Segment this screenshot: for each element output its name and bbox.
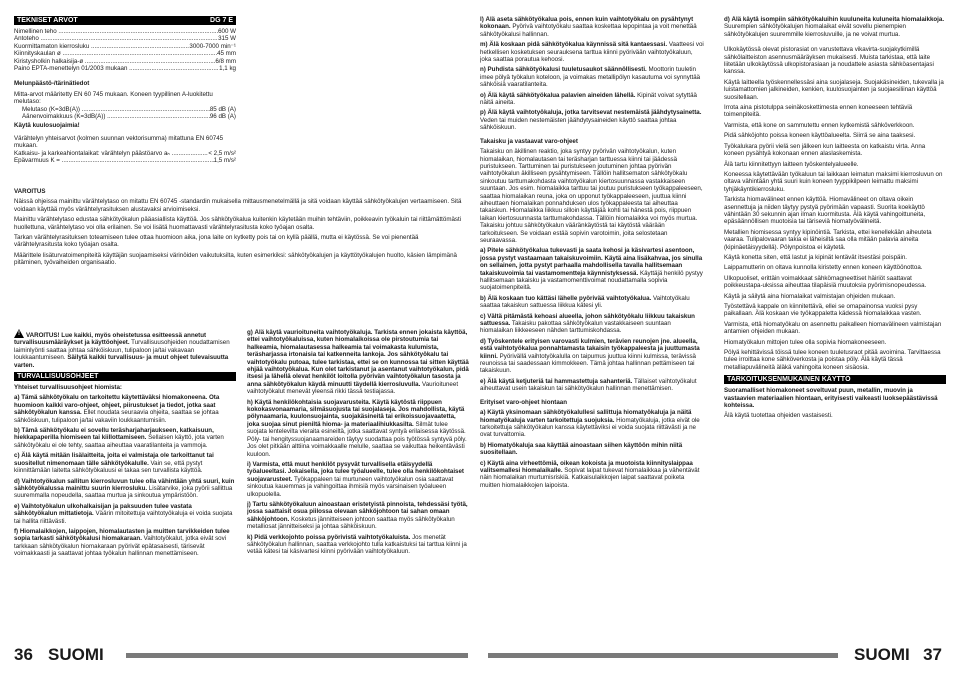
safety-paragraph: Pölyä kehittävissä töissä tulee koneen tuuletusraot pitää avoimina. Tarvittaessa tulee irroittaa kone sähköverkosta ja poistaa pöly. Älä käytä tässä metalliapuvälineitä äläkä vahingoita koneen sisäosia. [724, 349, 941, 371]
kickback-item-d: d) Työskentele erityisen varovasti kulmien, terävien reunojen jne. alueella, estä vaihtotyökalua ponnahtamasta takaisin työkappaleesta ja juuttumasta kiinni. Pyörivällä vaihtotyökalulla on taipumus juuttua kiinni kulmissa, terävissä reunoissa tai saadessaan kimmokkeen. Tämä johtaa hallinnan pettämiseen tai takaiskuun. [480, 337, 700, 375]
safety-paragraph: Pidä sähköjohto poissa koneen käyttöalueelta. Siirrä se aina taaksesi. [724, 132, 916, 140]
noise-row-label: Melutaso (K=3dB(A)) ..... [22, 106, 210, 113]
safety-paragraph: Koneessa käytettävään työkaluun tai laikkaan leimatun maksimi kierrosluvun on oltava vähintään yhtä suuri kuin koneen tyyppikilpeen leimattu maksimi tyhjäkäyntikierrosluku. [724, 170, 943, 193]
noise-table [14, 106, 236, 121]
spec-row-value: 6/8 mm [215, 57, 236, 65]
spec-row-label: Kuormittamaton kierrosluku ..... [14, 43, 189, 50]
safety-paragraph: Työstettävä kappale on kiinnitettävä, ellei se omapainonsa vuoksi pysy paikallaan. Älä koskaan vie työkappaletta kädessä hiomalaikkaa vasten. [724, 303, 922, 318]
spec-row-label: Kiristysholkin halkaisija-ø ..... [14, 58, 215, 65]
column-2 [247, 329, 469, 635]
vibration-intro: Värähtelyn yhteisarvot (kolmen suunnan vektorisumma) mitattuna EN 60745 mukaan. [14, 134, 224, 150]
kickback-intro: Takaisku on äkillinen reaktio, joka syntyy pyörivän vaihtotyökalun, kuten hiomalaikan, hiomalautasen tai teräsharjan tarttuessa kiinni tai jäädessä puristukseen. Tarttuminen tai puristukseen joutuminen johtaa pyörivän vaihtotyökalun äkilliseen pysähtymiseen. Tällöin hallitsematon sähkötyökalu sinkoutuu tarttumakohdasta vaihtotyökalun kiertosuunnassa vastakkaiseen suuntaan. Jos esim. hiomalaikka tarttuu tai joutuu puristukseen työkappaleeseen, saattaa hiomalaikan reuna, joka on upponut työkappaleeseen, juuttua kiinni aiheuttaen hiomalaikan ponnahduksen ulos työkappaleesta tai aiheuttaa takaiskun. Hiomalaikka liikkuu silloin käyttäjää kohti tai hänestä pois, riippuen laikan kiertosuunnasta tarttumakohdassa. Tällöin hiomalaikka voi myös murtua. Takaisku johtuu sähkötyökalun vääränkäytöstä tai käytöstä väärään tarkoitukseen. Se voidaan estää sopivin varotoimin, joita selostetaan seuraavassa. [480, 148, 703, 244]
safety-paragraph: Ulkokäytössä olevat pistorasiat on varustettava vikavirta-suojakytkimillä sähkölaitteiston asennusmääräyksen mukaisesti. Muista tarkistaa, että laite liitetään ulkokäytössä ulkopistorasiaan ja noudattele asiasta sähköasentajasi kanssa. [724, 46, 934, 76]
column-1-safety [14, 329, 236, 635]
safety-item-i: i) Varmista, että muut henkilöt pysyvät turvallisella etäisyydellä työalueeltasi. Jokaisella, joka tulee työalueelle, tulee olla henkilökohtaiset suojavarusteet. Työkappaleen tai murtuneen vaihtotyökalun osia saattavat sinkoutua kauemmas ja vahingoittaa ihmisiä myös varsinaisen työalueen ulkopuolella. [247, 460, 464, 498]
spec-row [14, 65, 236, 72]
safety-paragraph: Älä tartu kiinnitettyyn laitteen työskentelyalueelle. [724, 160, 859, 168]
safety-item-j: j) Tartu sähkötyökaluun ainoastaan eristetyistä pinnoista, tehdessäsi työtä, jossa saattaisit osua piilossa olevaan sähköjohtoon tai sahan omaan sähköjohtoon. Kosketus jännitteiseen johtoon saattaa myös sähkötyökalun metalliosat jännitteiseksi ja johtaa sähköiskuun. [247, 500, 468, 531]
varoitus-title: VAROITUS [14, 188, 46, 195]
usage-text: Suoramalliset hiomakoneet soveltuvat puun, metallin, muovin ja vastaavien materiaalien hiontaan, erityisesti vaikeasti luoksepäästävissä kohteissa. [724, 387, 938, 410]
kickback-item-c: c) Vältä pitämästä kehoasi alueella, johon sähkötyökalu liikkuu takaiskun sattuessa. Takaisku pakottaa sähkötyökalun vastakkaiseen suuntaan hiomalaikan liikkeeseen nähden tarttumiskohdassa. [480, 312, 695, 335]
safety-paragraph: Työkalukara pyörii vielä sen jälkeen kun laitteesta on katkaistu virta. Anna koneen pysähtyä kokonaan ennen alaslaskemista. [724, 142, 926, 158]
vibration-row [14, 157, 236, 164]
noise-row [14, 106, 236, 113]
kickback-item-b: b) Älä koskaan tuo kättäsi lähelle pyörivää vaihtotyökalua. Vaihtotyökalu saattaa takaiskun sattuessa liikkua kätesi yli. [480, 294, 690, 310]
language-label-left: SUOMI [48, 645, 104, 664]
spec-row [14, 28, 236, 35]
usage-header: TARKOITUKSENMUKAINEN KÄYTTÖ [724, 375, 946, 384]
varoitus-p1: Näissä ohjeissa mainittu värähtelytaso on mitattu EN 60745 -standardin mukaisella mittausmenetelmällä ja sitä voidaan käyttää sähkötyökalujen vertaamiseen. Sitä voidaan käyttää myös värähtelyrasituksen alustavaksi arvioimiseksi. [14, 198, 462, 213]
safety-paragraph: Ulkopuoliset, erittäin voimakkaat sähkömagneettiset häiriöt saattavat poikkeustapa-uksissa aiheuttaa tilapäisiä muutoksia pyörimisnopeudessa. [724, 274, 927, 290]
grinding-item-d: d) Älä käytä isompiin sähkötyökaluihin kuuluneita kuluneita hiomalaikkoja. Suurempien sähkötyökalujen hiomalaikat eivät sovellu pienempien sähkötyökalujen suuremmille kierrosluvuille, ja ne voivat murtua. [724, 16, 945, 38]
spec-row-label: Kiinnityskaulan ø ..... [14, 50, 217, 57]
safety-paragraph: Käytä ja säilytä aina hiomalaikat valmistajan ohjeiden mukaan. [724, 292, 896, 300]
noise-title: Melunpäästö-/tärinätiedot [14, 80, 90, 88]
safety-paragraph: Varmista, että kone on sammutettu ennen kytkemistä sähköverkkoon. [724, 121, 915, 129]
tech-specs-header: TEKNISET ARVOT DG 7 E [14, 16, 236, 25]
spec-row-value: 3000-7000 min⁻¹ [189, 42, 236, 50]
vibration-row-value: 1,5 m/s² [213, 157, 236, 165]
safety-paragraph: Laippamutterin on oltava kunnolla kiristetty ennen koneen käyttöönottoa. [724, 264, 923, 272]
vibration-row-label: Katkaisu- ja karkeahiontalaikat: värähtelyn päästöarvo aₕ ..... [14, 150, 208, 157]
noise-row-value: 96 dB (A) [209, 113, 236, 121]
safety-item-l: l) Älä aseta sähkötyökalua pois, ennen kuin vaihtotyökalu on pysähtynyt kokonaan. Pyörivä vaihtotyökalu saattaa koskettaa lepopintaa ja voit menettää sähkötyökalusi hallinnan. [480, 16, 697, 38]
spec-row-label: Nimellinen teho ..... [14, 28, 218, 35]
footer-left [14, 644, 468, 666]
vibration-row-label: Epävarmuus K = ..... [14, 157, 214, 164]
safety-item-m: m) Älä koskaan pidä sähkötyökalua käynnissä sitä kantaessasi. Vaatteesi voi hetkellisen kosketuksen seurauksena tarttua kiinni pyörivään vaihtotyökaluun, joka saattaa porautua kehoosi. [480, 41, 704, 64]
safety-item-o: o) Älä käytä sähkötyökalua palavien aineiden lähellä. Kipinät voivat sytyttää näitä aineita. [480, 91, 697, 107]
varoitus-p3: Tarkan värähtelyrasituksen toteamiseen tulee ottaa huomioon aika, jona laite on kytketty pois tai on kyllä päällä, mutta ei käytössä. Se voi pienentää värähtelyrasitusta koko työajan osalta. [14, 234, 419, 249]
safety-item-c: c) Älä käytä mitään lisälaitteita, joita ei valmistaja ole tarkoittanut tai suositellut nimenomaan tälle sähkötyökalulle. Vain se, että pystyt kiinnittämään laitetta sähkötyökaluusi ei takaa sen turvallista käyttöä. [14, 452, 214, 475]
noise-row-label: Äänenvoimakkuus (K=3dB(A)) ..... [22, 113, 210, 120]
spec-row [14, 58, 236, 65]
usage-text-2: Älä käytä tuotettaa ohjeiden vastaisesti. [724, 412, 833, 420]
vibration-table [14, 150, 236, 165]
noise-row [14, 113, 236, 120]
safety-item-e: e) Vaihtotyökalun ulkohalkaisijan ja paksuuden tulee vastata sähkötyökalun mittatietoja. Väärin mitoitettuja vaihtotyökaluja ei voida suojata tai hallita riittävästi. [14, 502, 233, 525]
safety-paragraph: Irrota aina pistotulppa seinäkoskettimesta ennen koneeseen tehtäviä toimenpiteitä. [724, 104, 913, 119]
safety-item-g: g) Älä käytä vaurioituneita vaihtotyökaluja. Tarkista ennen jokaista käyttöä, ettei vaihtotyökaluissa, kuten hiomalaikoissa ole pirstoutumia tai halkeamia, hiomalautasessa halkeamia tai voimakasta kulumista, teräsharjassa irtonaisia tai katkenneita lankoja. Jos sähkötyökalu tai vaihtotyökalu putoaa, tulee tarkistaa, ettei se on kunnossa tai sitten käyttää ehjää vaihtotyökalua. Kun olet tarkistanut ja asentanut vaihtotyökalun, pidä itsesi ja lähellä olevat henkilöt loitolla pyörivän vaihtotyökalun tasosta ja anna sähkötyökalun käydä minuutti täydellä kierrosluvulla. Vaurioituneet vaihtotyökalut menevät yleensä rikki tässä testiajassa. [247, 329, 469, 396]
grinding-item-c: c) Käytä aina virheettömiä, oikean kokoista ja muotoista kiinnityslaippaa valitsemallesi hiomalaikalle. Sopivat laipat tukevat hiomalaikkaa ja vähentävät näin hiomalaikan murtumisriskiä. Katkaisulaikkojen laipat saattavat poiketa muitten hiomalaikkojen laipoista. [480, 459, 700, 489]
spec-row-label: Paino EPTA-menettelyn 01/2003 mukaan ..... [14, 65, 219, 72]
warning-block: !VAROITUS! Lue kaikki, myös oheistetussa esitteessä annetut turvallisuusmääräykset ja käyttöohjeet. Turvallisuusohjeiden noudattamisen laiminlyönti saattaa johtaa sähköiskuun, tulipaloon ja/tai vakavaan loukkaantumiseen. Säilytä kaikki turvallisuus- ja muut ohjeet tulevaisuutta varten. [14, 329, 236, 369]
ear-protection-note: Käytä kuulosuojaimia! [14, 122, 80, 130]
safety-item-d: d) Vaihtotyökalun sallitun kierrosluvun tulee olla vähintään yhtä suuri, kuin sähkötyökalussa mainittu suurin kierrosluku. Lisätarvike, joka pyörii sallittua suuremmalla nopeudella, saattaa murtua ja sinkoutua ympäristöön. [14, 477, 235, 500]
safety-paragraph: Tarkista hiomavälineet ennen käyttöä. Hiomavälineet on oltava oikein asennettuja ja niiden täytyy pystyä pyörimään vapaasti. Suorita koekäyttö vähintään 30 sekunnin ajan ilman kuormitusta. Älä käytä vahingoittuneita, epäsäännöllisen muotoisia tai täriseviä hiomatyövälineitä. [724, 196, 926, 226]
spec-row-value: 315 W [218, 35, 236, 43]
column-4 [724, 16, 946, 636]
spec-row [14, 35, 236, 42]
kickback-item-e: e) Älä käytä ketjuteriä tai hammastettuja sahanteriä. Tällaiset vaihtotyökalut aiheuttavat usein takaiskun tai sähkötyökalun hallinnan menettämisen. [480, 377, 697, 393]
safety-item-b: b) Tämä sähkötyökalu ei sovellu teräsharjaharjaukseen, katkaisuun, hiekkapaperilla hiomiseen tai kiillottamiseen. Sellaisen käyttö, jota varten sähkötyökalu ei ole tehty, saattaa aiheuttaa vaaratilanteita ja vammoja. [14, 427, 224, 449]
varoitus-p4: Määrittele lisäturvatoimenpiteitä käyttäjän suojaamiseksi värinöiden vaikutuksilta, kuten esimerkiksi: sähkötyökalujen ja käyttötyökalujen huolto, käsien lämpimänä pitäminen, työvaiheiden organisaatio. [14, 251, 457, 267]
spec-row-value: 1,1 kg [219, 65, 236, 73]
vibration-row-value: < 2,5 m/s² [208, 149, 236, 157]
specs-table [14, 28, 236, 72]
kickback-item-a: a) Pitele sähkötyökalua tukevasti ja saata kehosi ja käsivartesi asentoon, jossa pystyt vastaamaan takaiskuvoimiin. Käytä aina lisäkahvaa, jos sinulla on sellainen, jotta pystyt parhaalla mahdollisella tavalla hallitsemaan takaiskuvoimia tai vastamomentteja käynnistyksessä. Käyttäjä henkilö pystyy hallitsemaan takaisku ja vastamomenttivoimat noudattamalla sopivia suojatoimenpiteitä. [480, 247, 703, 292]
spec-row-value: 600 W [218, 28, 236, 35]
footer-bar-right [488, 653, 838, 658]
grinding-item-b: b) Hiomatyökaluja saa käyttää ainoastaan siihen käyttöön mihin niitä suositellaan. [480, 441, 683, 457]
noise-intro: Mitta-arvot määritetty EN 60 745 mukaan. Koneen tyypillinen A-luokitettu melutaso: [14, 90, 213, 106]
safety-paragraph: Hiomatyökalun mittojen tulee olla sopivia hiomakoneeseen. [724, 338, 887, 346]
additional-safety-list [724, 46, 946, 371]
footer-bar-left [126, 653, 468, 658]
safety-item-n: n) Puhdista sähkötyökalusi tuuletusaukot säännöllisesti. Moottorin tuuletin imee pölyä työkalun koteloon, ja voimakas metallipölyn kasautuma voi synnyttää sähköisiä vaaratilanteita. [480, 66, 701, 89]
safety-paragraph: Käytä konetta siten, että lastut ja kipinät lentävät itsestäsi poispäin. [724, 253, 907, 261]
spec-row-label: Antoteho ..... [14, 35, 218, 42]
grinding-item-a: a) Käytä yksinomaan sähkötyökalullesi sallittuja hiomatyökaluja ja näitä hiomatyökaluja varten tarkoitettuja suojuksia. Hiomatyökaluja, jotka eivät ole tarkoitettuja sähkötyökalun kanssa käytettäviksi ei voida suojata riittävästi ja ne ovat turvattomia. [480, 409, 700, 439]
spec-row [14, 43, 236, 50]
language-label-right: SUOMI [854, 645, 910, 664]
model-label: DG 7 E [210, 17, 233, 24]
common-safety-title: Yhteiset turvallisuusohjeet hiomista: [14, 384, 122, 392]
kickback-title: Takaisku ja vastaavat varo-ohjeet [480, 137, 578, 145]
safety-item-f: f) Hiomalaikkojen, laippojen, hiomalautasten ja muitten tarvikkeiden tulee sopia tarkasti sähkötyökalusi hiomakaraan. Vaihtotyökalut, jotka eivät sovi tarkkaan sähkötyökalun hiomakaraan pyörivät epätasaisesti, tärisevät voimakkaasti ja saattavat johtaa työkalun hallinnan menettämiseen. [14, 527, 230, 558]
spec-row-value: 45 mm [217, 50, 236, 58]
column-3 [480, 16, 704, 636]
vibration-row [14, 150, 236, 157]
grinding-title: Erityiset varo-ohjeet hiontaan [480, 398, 567, 406]
noise-row-value: 85 dB (A) [209, 105, 236, 113]
safety-paragraph: Varmista, että hiomatyökalu on asennettu paikalleen hiomavälineen valmistajan antamien ohjeiden mukaan. [724, 320, 942, 336]
page-number-right: 37 [923, 645, 942, 664]
safety-paragraph: Käytä laitteella työskennellessäsi aina suojalaseja. Suojakäsineiden, tukevalla ja luistamattomien jalkineiden, kenkien, kuulosuojainten ja suojaesiliinan käyttöä suositellaan. [724, 78, 944, 101]
varoitus-section [14, 186, 468, 334]
safety-item-k: k) Pidä verkkojohto poissa pyörivistä vaihtotyökaluista. Jos menetät sähkötyökalun hallinnan, saattaa verkkojohto tulla katkaistuksi tai tarttua kiinni ja vetää kätesi tai käsivartesi kiinni pyörivään vaihtotyökaluun. [247, 533, 467, 556]
varoitus-p2: Mainittu värähtelytaso edustaa sähkötyökalun pääasiallista käyttöä. Jos sähkötyökalua kuitenkin käytetään muihin tehtäviin, poikkeavin työkaluin tai riittämättömästi huollettuna, värähtelytaso voi olla erilainen. Se voi lisätä huomattavasti värähtelyrasitusta koko työajan osalta. [14, 216, 462, 231]
warning-triangle-icon [14, 329, 24, 338]
safety-item-h: h) Käytä henkilökohtaisia suojavarusteita. Käytä käytöstä riippuen kokokasvonaamaria, silmäsuojusta tai suojalaseja. Jos mahdollista, käytä pölynaamaria, kuulonsuojainta, suojakäsineitä tai erikoissuojavaatetta, joka suojaa sinut pieniltä hioma- ja materiaalihiukkasilta. Silmät tulee suojata lentelevilta vieraita esineiltä, jotka saattavat syntyä erilaisessa käytössä. Pöly- tai hengityssuojanaamareiden täytyy suodattaa pois työtössä syntyvä pöly. Jos olet pitkään alttiina voimakkaalle melulle, saattaa se vaikuttaa heikentävästi kuuloon. [247, 398, 467, 458]
safety-paragraph: Metallien hiomisessa syntyy kipinöintiä. Tarkista, ettei kenellekään aiheuteta vaaraa. Tulipalovaaran takia ei läheisiltä saa olla mitään palavia aineita (kipinäetäisyydellä). Pölynpoistoa ei käytetä. [724, 228, 932, 251]
safety-item-a: a) Tämä sähkötyökalu on tarkoitettu käytettäväksi hiomakoneena. Ota huomioon kaikki varo-ohjeet, ohjeet, piirustukset ja tiedot, jotka saat sähkötyökalun kanssa. Ellet noudata seuraavia ohjeita, saattaa se johtaa sähköiskuun, tulipaloon ja/tai vakaviin loukkaantumisiin. [14, 394, 220, 424]
safety-header: TURVALLISUUSOHJEET [14, 372, 236, 381]
safety-item-p: p) Älä käytä vaihtotyökaluja, jotka tarvitsevat nestemäistä jäähdytysainetta. Veden tai muiden nestemäisten jäähdytysaineiden käyttö saattaa johtaa sähköiskuun. [480, 109, 702, 132]
spec-row [14, 50, 236, 57]
footer-right [488, 644, 942, 666]
page-number-left: 36 [14, 645, 33, 664]
